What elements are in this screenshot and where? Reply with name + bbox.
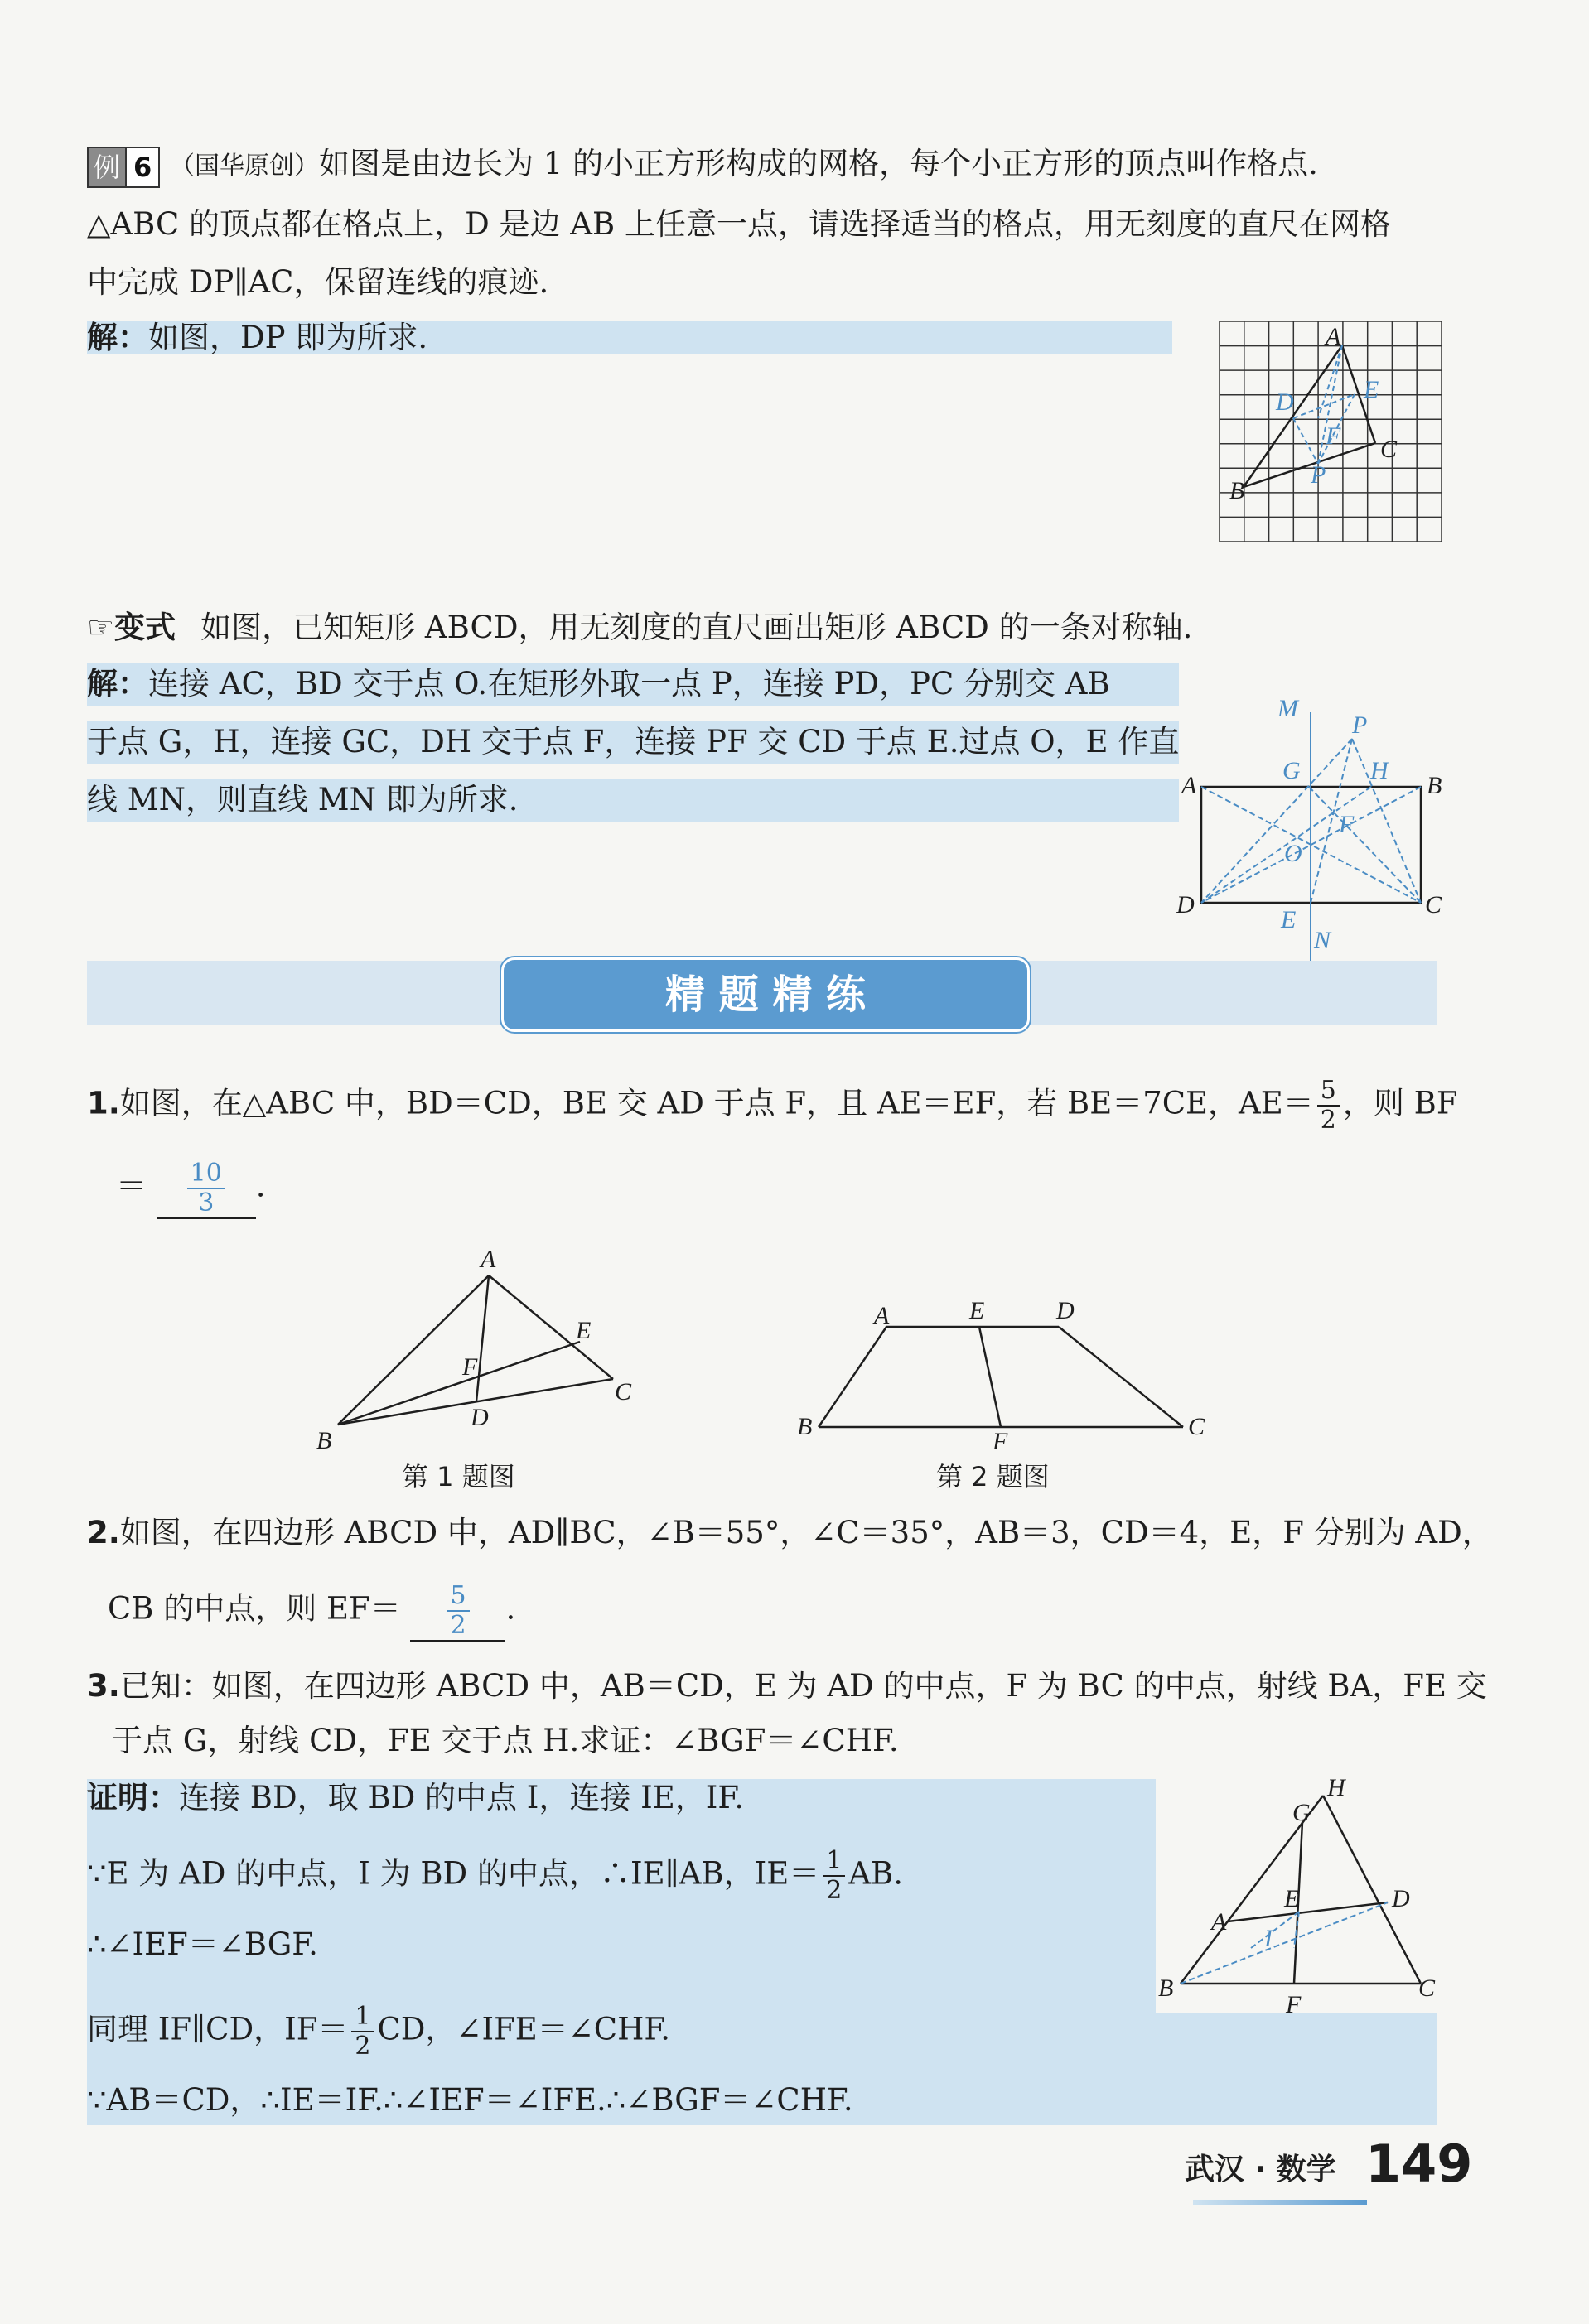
label-c: C <box>615 1378 632 1405</box>
label-a: A <box>1211 1908 1227 1936</box>
q1-answer <box>187 1160 225 1217</box>
label-e: E <box>1284 1885 1300 1912</box>
trapezoid-figure-2 <box>819 1327 1183 1427</box>
variant-solution-text-2: 于点 G，H，连接 GC，DH 交于点 F，连接 PF 交 CD 于点 E.过点 O，E 作直 <box>87 724 1180 759</box>
section-title: 精 题 精 练 <box>501 957 1030 1032</box>
page-number: 149 <box>1365 2134 1473 2194</box>
proof-line-3: ∴∠IEF＝∠BGF. <box>87 1926 318 1962</box>
q3-number: 3. <box>87 1668 120 1704</box>
q1-text <box>87 1077 1458 1135</box>
variant-question <box>87 606 1192 649</box>
label-c: C <box>1188 1413 1205 1440</box>
label-f: F <box>1339 811 1355 838</box>
q1-fraction <box>1317 1077 1340 1135</box>
figure-2-caption: 第 2 题图 <box>936 1461 1050 1492</box>
label-c: C <box>1425 891 1442 919</box>
label-c: C <box>1380 436 1398 463</box>
label-g: G <box>1282 757 1301 784</box>
proof-frac2-num: 1 <box>351 2003 374 2032</box>
q1-frac-num: 5 <box>1317 1077 1340 1107</box>
proof-frac1-num: 1 <box>823 1847 845 1877</box>
figure-2 <box>787 1292 1218 1458</box>
q2-text <box>87 1512 1493 1555</box>
variant-solution-text-1: 连接 AC，BD 交于点 O.在矩形外取一点 P，连接 PD，PC 分别交 AB <box>148 666 1110 702</box>
proof-frac2-den: 2 <box>355 2032 371 2061</box>
example-text: 如图是由边长为 1 的小正方形构成的网格，每个小正方形的顶点叫作格点. <box>319 146 1318 181</box>
proof-label: 证明： <box>87 1780 179 1815</box>
solution-text: 如图，DP 即为所求. <box>148 320 428 355</box>
q3-text <box>87 1665 1487 1708</box>
label-m: M <box>1277 695 1298 722</box>
label-f: F <box>993 1428 1008 1455</box>
figure-3 <box>1152 1772 1450 2021</box>
example6-solution <box>87 316 427 359</box>
proof-line-5: ∵AB＝CD，∴IE＝IF.∴∠IEF＝∠IFE.∴∠BGF＝∠CHF. <box>87 2082 853 2118</box>
proof-frac1-den: 2 <box>826 1876 843 1905</box>
label-d: D <box>471 1404 489 1431</box>
label-p: P <box>1352 711 1368 739</box>
q2-text-1: 如图，在四边形 ABCD 中，AD∥BC，∠B＝55°，∠C＝35°，AB＝3，CD＝4，E，F 分别为 AD， <box>119 1515 1493 1550</box>
label-d: D <box>1276 388 1294 416</box>
label-n: N <box>1314 927 1331 954</box>
label-a: A <box>1326 323 1341 350</box>
variant-label: 变式 <box>114 610 176 645</box>
q2-ans-den: 2 <box>450 1611 466 1640</box>
q2-ans-num: 5 <box>447 1582 469 1612</box>
example-text-line2: △ABC 的顶点都在格点上，D 是边 AB 上任意一点，请选择适当的格点，用无刻度的直尺在网格 <box>87 206 1391 242</box>
example-text-line3: 中完成 DP∥AC，保留连线的痕迹. <box>87 264 549 300</box>
label-d: D <box>1392 1885 1410 1912</box>
label-e: E <box>1281 906 1297 933</box>
q1-answer-blank <box>157 1160 256 1219</box>
triangle-abc <box>1244 345 1375 487</box>
proof-line-4b: CD，∠IFE＝∠CHF. <box>377 2011 671 2047</box>
label-e: E <box>1364 376 1379 403</box>
q3-proof-2 <box>87 1847 903 1905</box>
label-h: H <box>1327 1774 1345 1801</box>
example6-line1 <box>87 142 1318 188</box>
q1-ans-num: 10 <box>187 1160 225 1189</box>
label-c: C <box>1418 1974 1436 2002</box>
q3-proof-1 <box>87 1777 744 1820</box>
q2-answer-blank <box>410 1582 505 1642</box>
q2-answer-line <box>108 1582 515 1642</box>
footer-text: 武汉 · 数学 <box>1185 2153 1336 2187</box>
variant-question-text: 如图，已知矩形 ABCD，用无刻度的直尺画出矩形 ABCD 的一条对称轴. <box>200 610 1193 645</box>
example-source: （国华原创） <box>170 152 320 181</box>
q1-ans-den: 3 <box>198 1189 215 1217</box>
q2-text-2: CB 的中点，则 EF＝ <box>108 1590 401 1627</box>
footer-underline <box>1193 2200 1367 2205</box>
label-b: B <box>1427 772 1442 799</box>
figure-1 <box>307 1246 654 1454</box>
label-h: H <box>1370 757 1389 784</box>
label-d: D <box>1056 1297 1075 1324</box>
grid-figure <box>1218 315 1450 547</box>
label-b: B <box>797 1413 813 1440</box>
label-b: B <box>1158 1974 1174 2002</box>
solution-label: 解： <box>87 320 148 355</box>
variant-solution-label: 解： <box>87 666 148 702</box>
q1-eq: ＝ <box>116 1168 147 1204</box>
q3-text-2: 于点 G，射线 CD，FE 交于点 H.求证：∠BGF＝∠CHF. <box>112 1723 899 1758</box>
q1-text-b: ，则 BF <box>1342 1085 1458 1121</box>
label-e: E <box>969 1297 985 1324</box>
q1-end: . <box>255 1168 266 1204</box>
proof-line-2a: ∵E 为 AD 的中点，I 为 BD 的中点，∴IE∥AB，IE＝ <box>87 1855 820 1892</box>
proof-line-1: 连接 BD，取 BD 的中点 I，连接 IE，IF. <box>179 1780 745 1815</box>
label-g: G <box>1292 1799 1311 1826</box>
label-b: B <box>1229 477 1245 504</box>
label-a: A <box>874 1302 890 1329</box>
q1-number: 1. <box>87 1085 120 1121</box>
variant-solution-text-3: 线 MN，则直线 MN 即为所求. <box>87 782 519 817</box>
label-b: B <box>316 1427 332 1454</box>
q3-proof-4 <box>87 2003 670 2061</box>
label-p: P <box>1311 461 1326 489</box>
label-f: F <box>462 1353 478 1381</box>
q1-frac-den: 2 <box>1320 1106 1336 1135</box>
label-d: D <box>1176 891 1195 919</box>
proof-band-right <box>1156 2013 1437 2125</box>
example-tag-prefix: 例 <box>87 147 127 188</box>
label-o: O <box>1284 840 1302 867</box>
example-tag <box>87 145 160 188</box>
construction-lines <box>1293 345 1355 464</box>
q1-text-a: 如图，在△ABC 中，BD＝CD，BE 交 AD 于点 F，且 AE＝EF，若 BE＝7CE，AE＝ <box>119 1085 1314 1121</box>
label-f: F <box>1286 1991 1302 2018</box>
proof-fraction-1 <box>823 1847 845 1905</box>
label-f: F <box>1326 422 1341 450</box>
q2-answer <box>447 1582 469 1640</box>
example-tag-num: 6 <box>127 147 160 188</box>
proof-fraction-2 <box>351 2003 374 2061</box>
q2-number: 2. <box>87 1515 120 1550</box>
q1-answer-line <box>116 1160 266 1219</box>
variant-solution-1 <box>87 663 1110 706</box>
label-a: A <box>1181 772 1197 799</box>
figure-1-caption: 第 1 题图 <box>402 1461 515 1492</box>
proof-line-4a: 同理 IF∥CD，IF＝ <box>87 2011 349 2047</box>
label-e: E <box>576 1317 592 1344</box>
triangle-figure-1 <box>338 1275 613 1425</box>
rectangle-figure <box>1176 687 1458 961</box>
proof-line-2b: AB. <box>848 1855 903 1892</box>
q2-end: . <box>505 1590 516 1627</box>
label-i: I <box>1264 1925 1273 1952</box>
q3-text-1: 已知：如图，在四边形 ABCD 中，AB＝CD，E 为 AD 的中点，F 为 BC 的中点，射线 BA，FE 交 <box>119 1668 1487 1704</box>
pointing-hand-icon: ☞ <box>87 610 115 645</box>
label-a: A <box>481 1246 496 1273</box>
